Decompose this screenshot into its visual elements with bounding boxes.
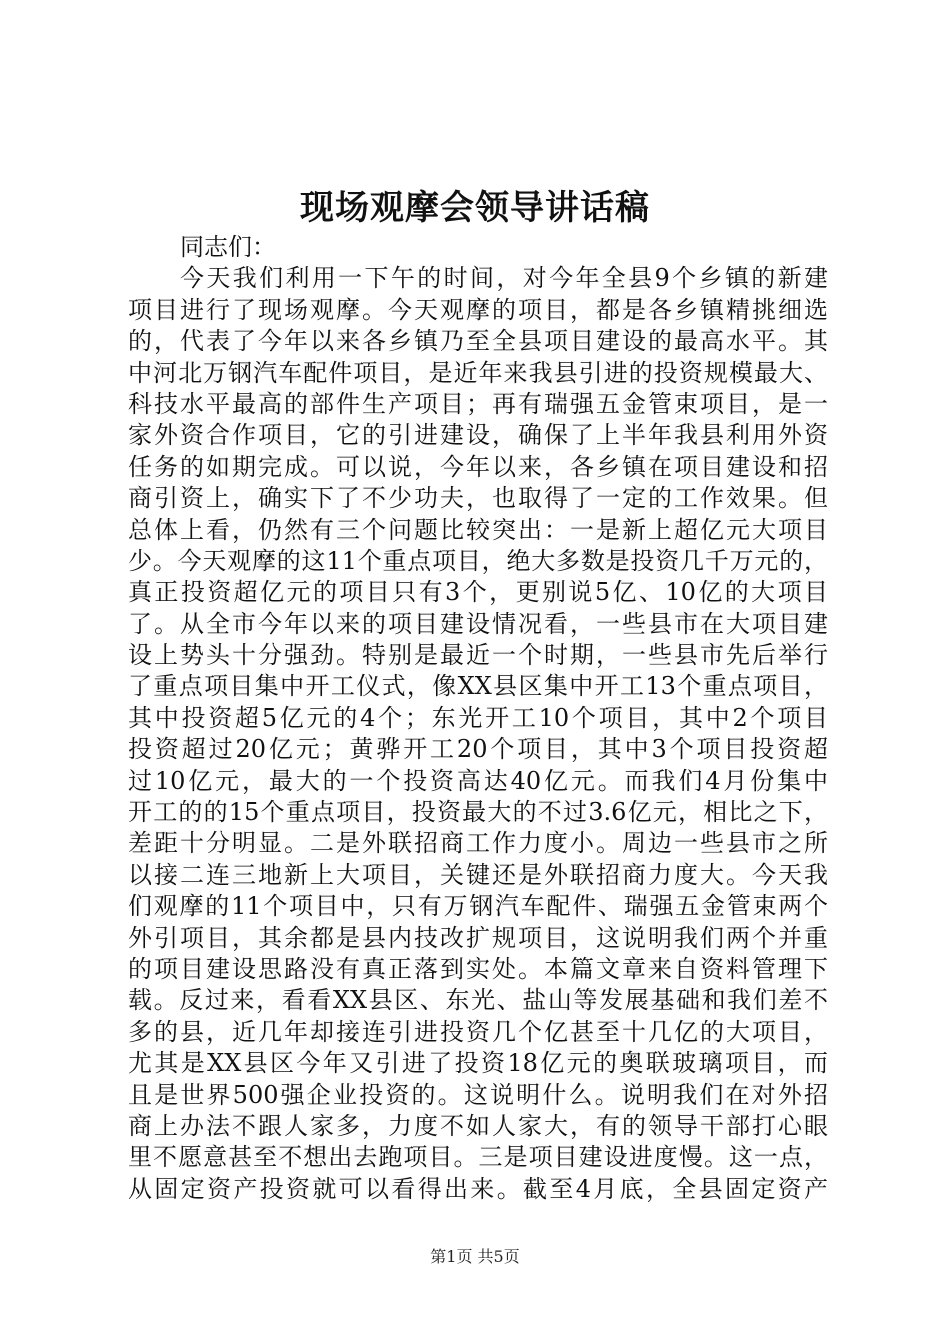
greeting-line: 同志们：: [180, 233, 276, 261]
body-line: 了。从全市今年以来的项目建设情况看，一些县市在大项目建: [128, 609, 828, 638]
body-line: 商上办法不跟人家多，力度不如人家大，有的领导干部打心眼: [128, 1111, 828, 1140]
body-line: 里不愿意甚至不想出去跑项目。三是项目建设进度慢。这一点，: [128, 1143, 828, 1172]
document-body: [128, 232, 828, 1205]
body-line: 且是世界500强企业投资的。这说明什么。说明我们在对外招: [128, 1080, 828, 1109]
body-line: 任务的如期完成。可以说，今年以来，各乡镇在项目建设和招: [128, 452, 828, 481]
body-line: 其中投资超5亿元的4个；东光开工10个项目，其中2个项目: [128, 703, 828, 732]
body-line: 商引资上，确实下了不少功夫，也取得了一定的工作效果。但: [128, 484, 828, 513]
body-line: 少。今天观摩的这11个重点项目，绝大多数是投资几千万元的，: [128, 546, 828, 575]
body-line: 过10亿元，最大的一个投资高达40亿元。而我们4月份集中: [128, 766, 828, 795]
body-line: 们观摩的11个项目中，只有万钢汽车配件、瑞强五金管束两个: [128, 892, 828, 921]
body-line: 总体上看，仍然有三个问题比较突出：一是新上超亿元大项目: [128, 515, 828, 544]
body-line: 尤其是XX县区今年又引进了投资18亿元的奥联玻璃项目，而: [128, 1049, 828, 1078]
body-line: 载。反过来，看看XX县区、东光、盐山等发展基础和我们差不: [128, 986, 828, 1015]
body-line: 了重点项目集中开工仪式，像XX县区集中开工13个重点项目，: [128, 672, 828, 701]
body-line: 项目进行了现场观摩。今天观摩的项目，都是各乡镇精挑细选: [128, 295, 828, 324]
body-line: 多的县，近几年却接连引进投资几个亿甚至十几亿的大项目，: [128, 1017, 828, 1046]
body-line: 外引项目，其余都是县内技改扩规项目，这说明我们两个并重: [128, 923, 828, 952]
body-line: 开工的的15个重点项目，投资最大的不过3.6亿元，相比之下，: [128, 798, 828, 827]
body-line: 真正投资超亿元的项目只有3个，更别说5亿、10亿的大项目: [128, 578, 828, 607]
body-line: 从固定资产投资就可以看得出来。截至4月底，全县固定资产: [128, 1174, 828, 1203]
body-line: 今天我们利用一下午的时间，对今年全县9个乡镇的新建: [180, 264, 828, 293]
body-line: 的，代表了今年以来各乡镇乃至全县项目建设的最高水平。其: [128, 327, 828, 356]
page-footer: 第1页 共5页: [430, 1247, 520, 1266]
body-line: 中河北万钢汽车配件项目，是近年来我县引进的投资规模最大、: [128, 358, 828, 387]
body-line: 设上势头十分强劲。特别是最近一个时期，一些县市先后举行: [128, 641, 828, 670]
body-line: 家外资合作项目，它的引进建设，确保了上半年我县利用外资: [128, 421, 828, 450]
body-line: 科技水平最高的部件生产项目；再有瑞强五金管束项目，是一: [128, 389, 828, 418]
body-line: 以接二连三地新上大项目，关键还是外联招商力度大。今天我: [128, 860, 828, 889]
document-title: 现场观摩会领导讲话稿: [300, 188, 650, 228]
body-line: 差距十分明显。二是外联招商工作力度小。周边一些县市之所: [128, 829, 828, 858]
body-line: 的项目建设思路没有真正落到实处。本篇文章来自资料管理下: [128, 954, 828, 983]
body-line: 投资超过20亿元；黄骅开工20个项目，其中3个项目投资超: [128, 735, 828, 764]
